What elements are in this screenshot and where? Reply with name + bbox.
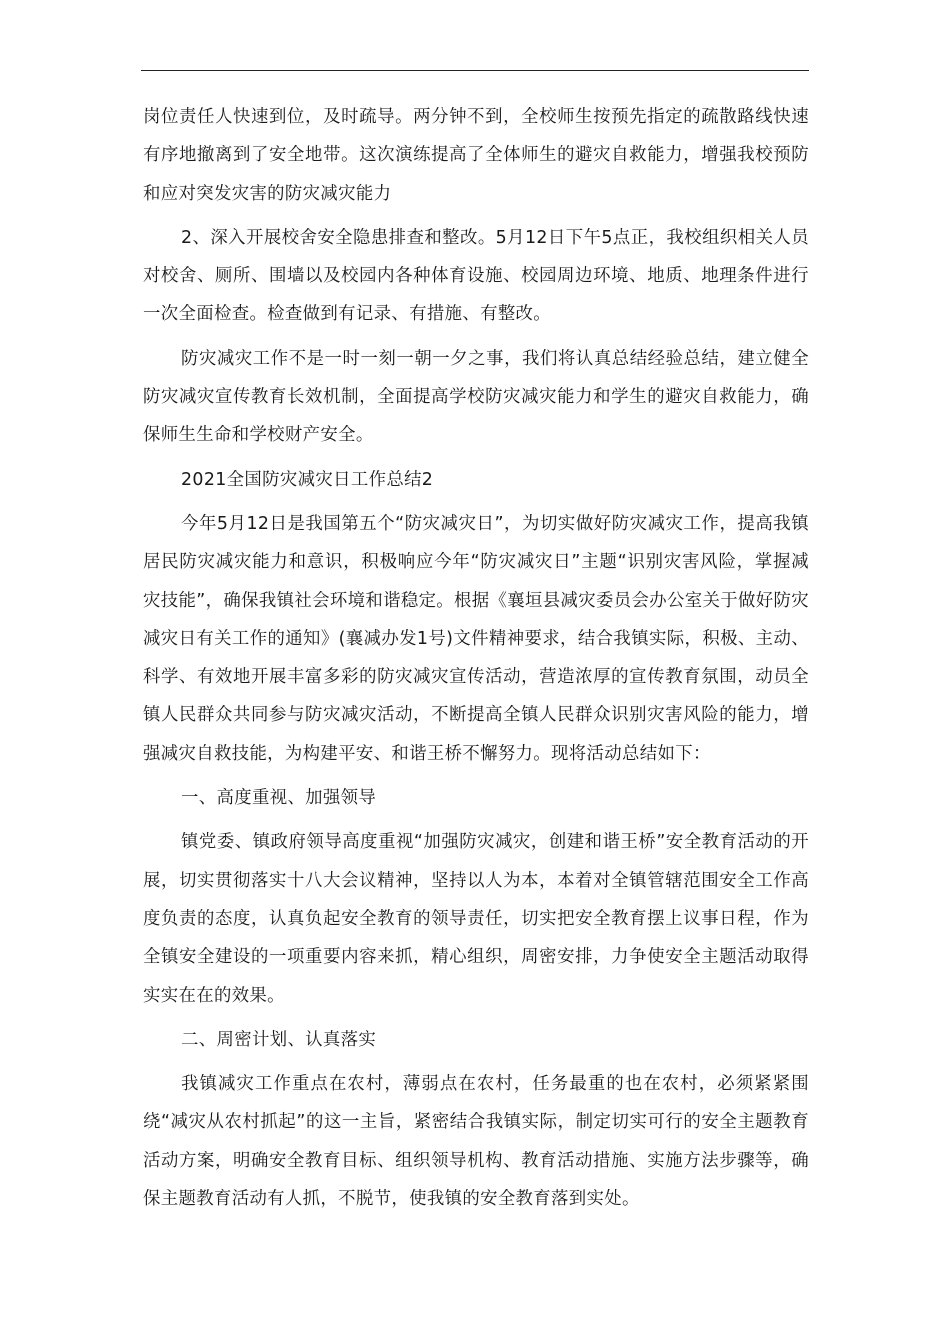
section-heading-1: 一、高度重视、加强领导 xyxy=(181,788,377,809)
paragraph-planning: 我镇减灾工作重点在农村，薄弱点在农村，任务最重的也在农村，必须紧紧围绕“减灾从农村抓起”的这一主旨，紧密结合我镇实际，制定切实可行的安全主题教育活动方案，明确安全教育目标、组织领导机构、教育活动措施、实施方法步骤等，确保主题教育活动有人抓，不脱节，使我镇的安全教育落到实处。 xyxy=(143,1074,809,1210)
header-divider xyxy=(141,70,809,71)
paragraph-continuation: 岗位责任人快速到位，及时疏导。两分钟不到，全校师生按预先指定的疏散路线快速有序地撤离到了安全地带。这次演练提高了全体师生的避灾自救能力，增强我校预防和应对突发灾害的防灾减灾能力 xyxy=(143,107,809,204)
document-body xyxy=(143,98,809,1224)
paragraph-inspection: 2、深入开展校舍安全隐患排查和整改。5月12日下午5点正，我校组织相关人员对校舍、厕所、围墙以及校园内各种体育设施、校园周边环境、地质、地理条件进行一次全面检查。检查做到有记录、有措施、有整改。 xyxy=(143,227,809,325)
paragraph-intro: 今年5月12日是我国第五个“防灾减灾日”，为切实做好防灾减灾工作，提高我镇居民防灾减灾能力和意识，积极响应今年“防灾减灾日”主题“识别灾害风险，掌握减灾技能”，确保我镇社会环境和谐稳定。根据《襄垣县减灾委员会办公室关于做好防灾减灾日有关工作的通知》(襄减办发1号)文件精神要求，结合我镇实际，积极、主动、科学、有效地开展丰富多彩的防灾减灾宣传活动，营造浓厚的宣传教育氛围，动员全镇人民群众共同参与防灾减灾活动，不断提高全镇人民群众识别灾害风险的能力，增强减灾自救技能，为构建平安、和谐王桥不懈努力。现将活动总结如下： xyxy=(143,513,809,764)
paragraph-conclusion: 防灾减灾工作不是一时一刻一朝一夕之事，我们将认真总结经验总结，建立健全防灾减灾宣传教育长效机制，全面提高学校防灾减灾能力和学生的避灾自救能力，确保师生生命和学校财产安全。 xyxy=(143,348,809,446)
section-title: 2021全国防灾减灾日工作总结2 xyxy=(181,469,434,490)
section-heading-2: 二、周密计划、认真落实 xyxy=(181,1029,377,1050)
paragraph-leadership: 镇党委、镇政府领导高度重视“加强防灾减灾，创建和谐王桥”安全教育活动的开展，切实贯彻落实十八大会议精神，坚持以人为本，本着对全镇管辖范围安全工作高度负责的态度，认真负起安全教育的领导责任，切实把安全教育摆上议事日程，作为全镇安全建设的一项重要内容来抓，精心组织，周密安排，力争使安全主题活动取得实实在在的效果。 xyxy=(143,832,809,1006)
